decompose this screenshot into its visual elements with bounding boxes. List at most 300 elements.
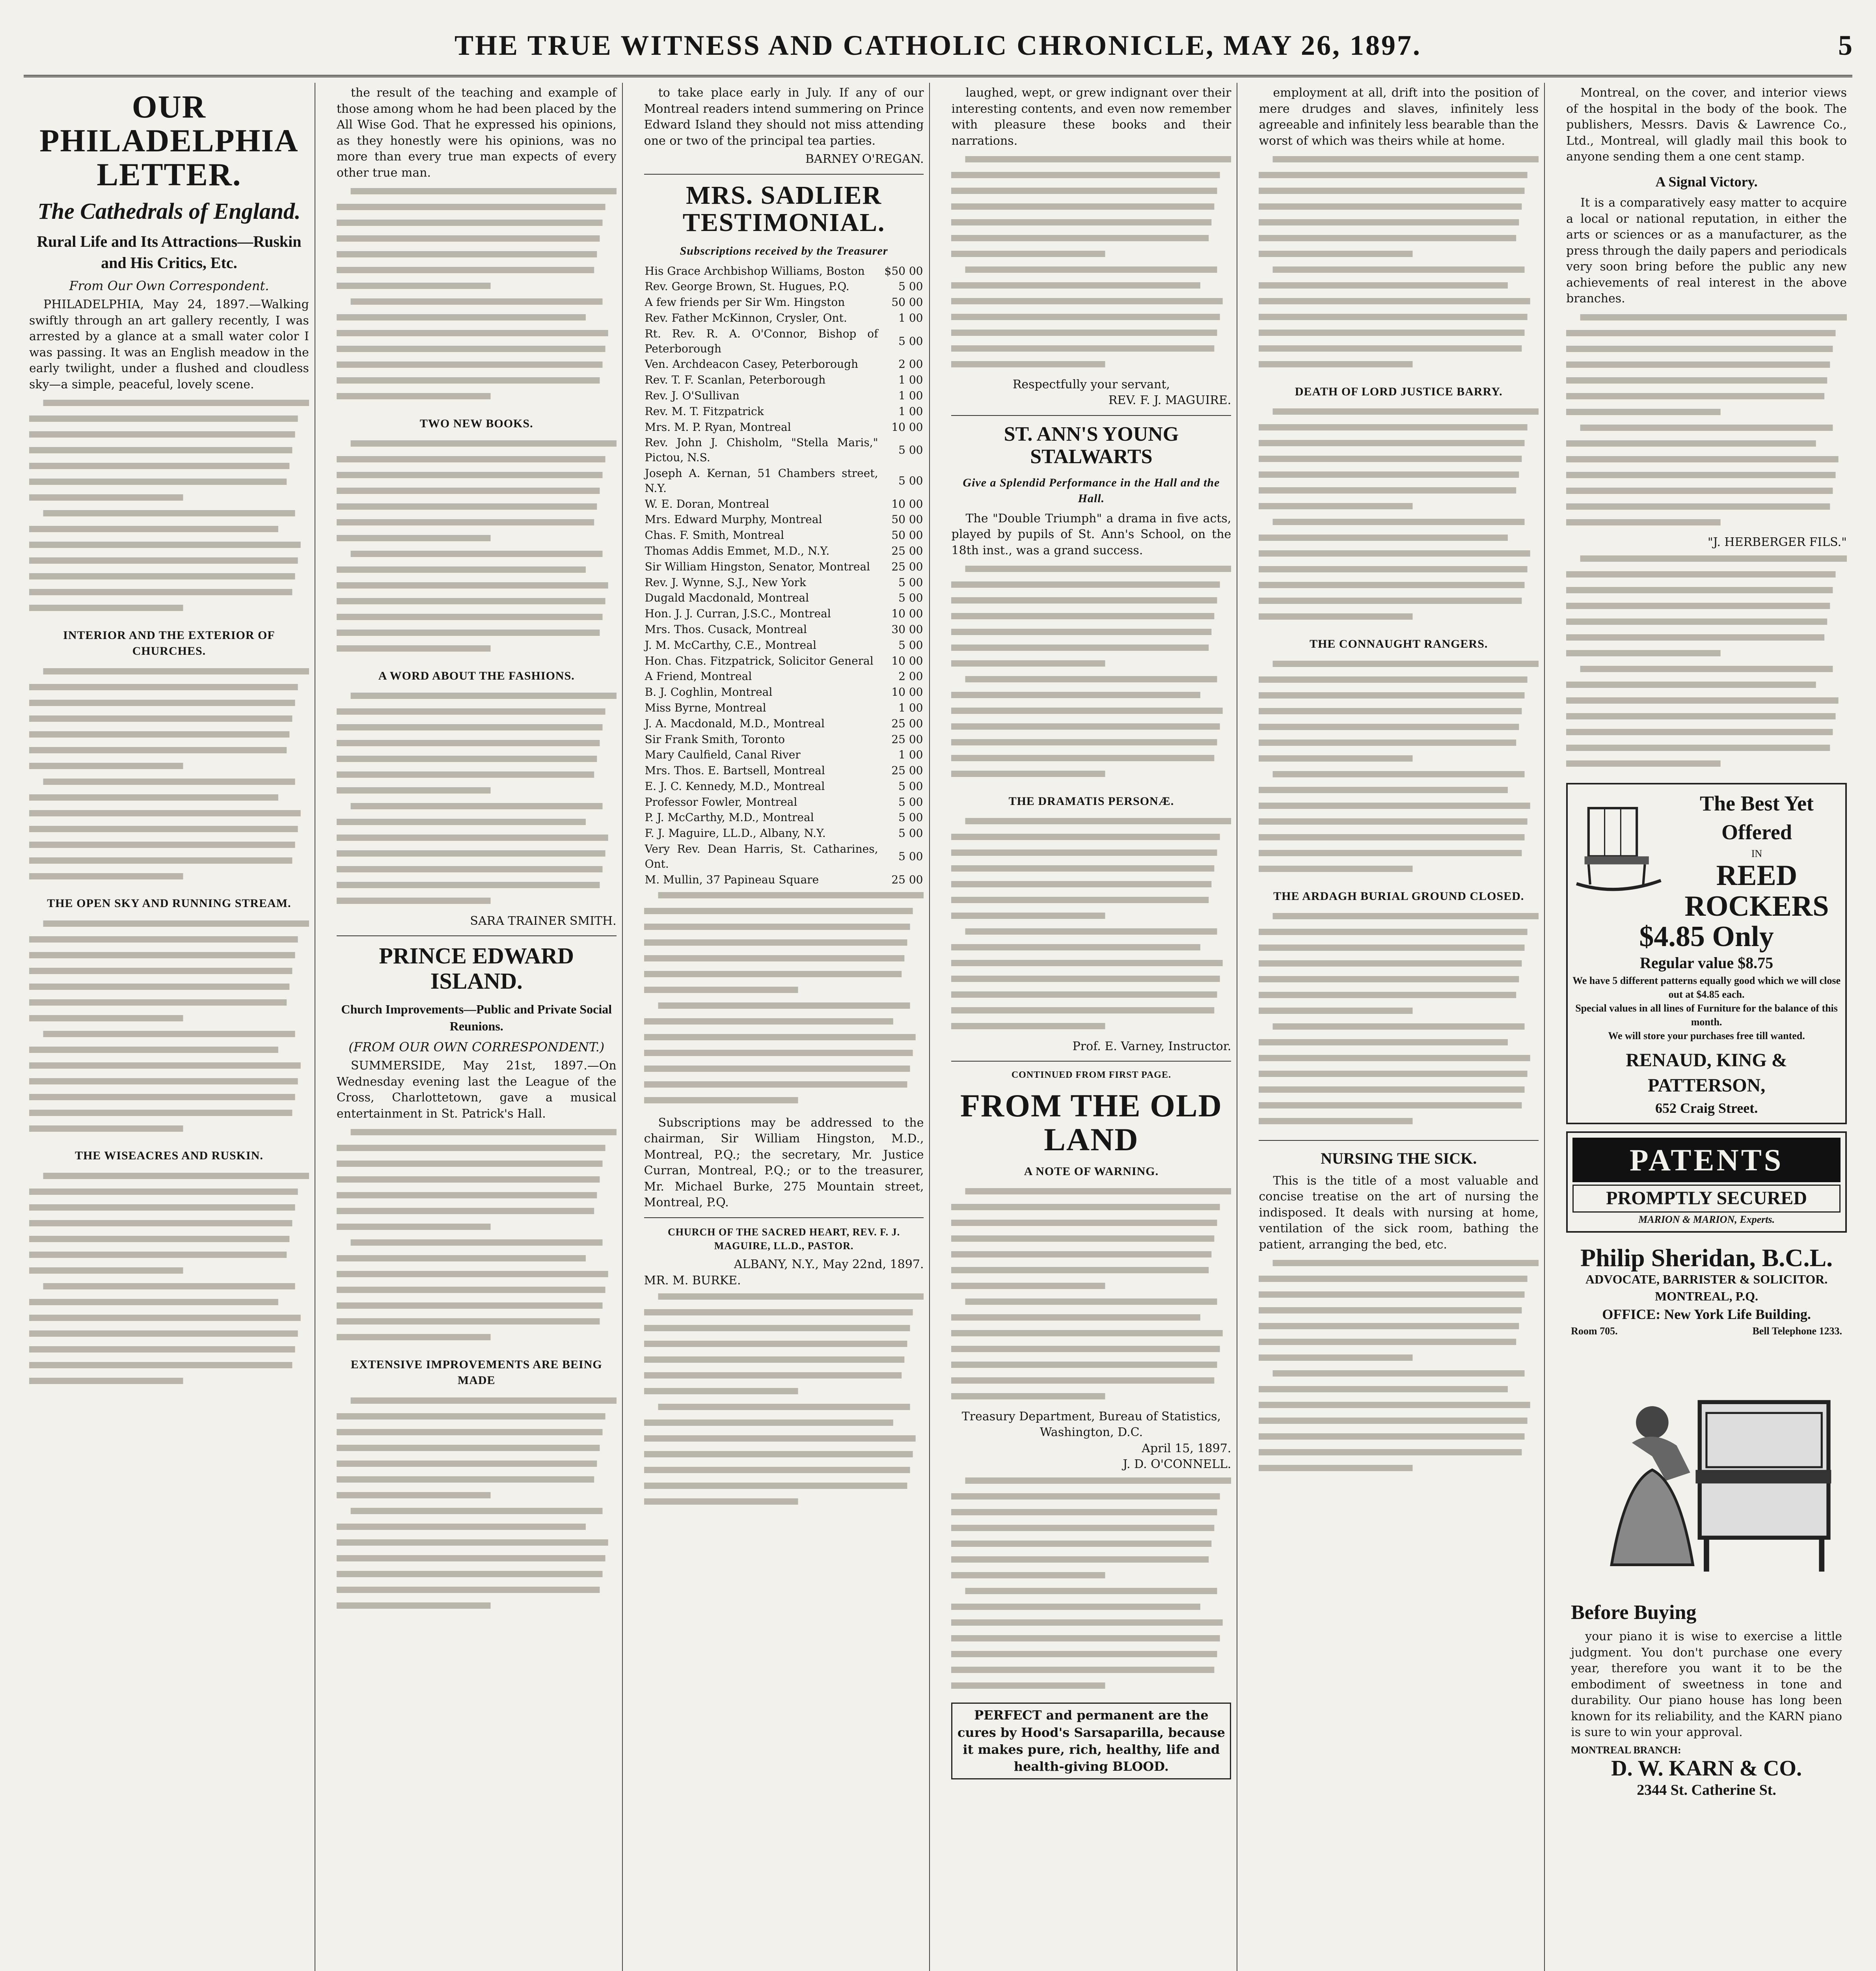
signal-victory-text bbox=[1566, 309, 1847, 535]
text-line bbox=[337, 267, 594, 273]
text-line bbox=[29, 1299, 278, 1305]
subscriber-name: Very Rev. Dean Harris, St. Catharines, Ont. bbox=[645, 842, 878, 870]
improvements-body-text bbox=[337, 1393, 617, 1618]
text-line bbox=[951, 235, 1209, 241]
text-line bbox=[951, 1525, 1214, 1531]
subscription-amount: 25 00 bbox=[891, 732, 923, 746]
text-line bbox=[1259, 456, 1522, 462]
column-2 bbox=[331, 83, 623, 1971]
text-line bbox=[337, 220, 603, 226]
text-line bbox=[337, 503, 597, 510]
text-line bbox=[644, 1097, 798, 1103]
subscriber-name: Ven. Archdeacon Casey, Peterborough bbox=[645, 358, 859, 371]
sheridan-office: OFFICE: New York Life Building. bbox=[1602, 1306, 1811, 1323]
column-6 bbox=[1561, 83, 1852, 1971]
text-line bbox=[1259, 850, 1522, 856]
text-line bbox=[951, 629, 1211, 635]
text-line-placeholder bbox=[1259, 908, 1539, 1129]
text-line bbox=[337, 630, 600, 636]
text-line bbox=[29, 1078, 298, 1084]
text-line bbox=[29, 1236, 289, 1242]
text-line bbox=[29, 447, 292, 453]
text-line bbox=[965, 676, 1217, 682]
text-line bbox=[350, 1129, 616, 1135]
reed-rockers: REED ROCKERS bbox=[1684, 859, 1829, 922]
subscription-row bbox=[644, 372, 924, 388]
text-line bbox=[337, 1302, 603, 1309]
text-line bbox=[1566, 377, 1827, 384]
text-line bbox=[337, 519, 594, 525]
text-line bbox=[1259, 724, 1519, 730]
text-line bbox=[644, 1467, 910, 1473]
text-line bbox=[350, 1239, 602, 1246]
text-line bbox=[951, 1556, 1209, 1563]
subscriber-name: Rev. J. Wynne, S.J., New York bbox=[645, 576, 806, 589]
subscriber-name: Joseph A. Kernan, 51 Chambers street, N.Y. bbox=[645, 466, 878, 495]
signoff-respectfully: Respectfully your servant, bbox=[1012, 377, 1170, 391]
subscription-amount: 10 00 bbox=[891, 686, 923, 699]
section-wiseacres: THE WISEACRES AND RUSKIN. bbox=[75, 1149, 263, 1162]
subscriber-name: Sir William Hingston, Senator, Montreal bbox=[645, 560, 870, 573]
subscription-row bbox=[644, 637, 924, 653]
store-purchases: We will store your purchases free till wanted. bbox=[1608, 1030, 1805, 1042]
text-line bbox=[337, 756, 597, 762]
text-line bbox=[337, 771, 594, 778]
text-line bbox=[29, 431, 295, 438]
text-line bbox=[337, 787, 491, 794]
text-line bbox=[951, 203, 1214, 210]
text-line bbox=[951, 1509, 1217, 1515]
karn-address: 2344 St. Catherine St. bbox=[1637, 1781, 1776, 1798]
text-line bbox=[337, 708, 605, 715]
subscription-amount: 5 00 bbox=[898, 474, 923, 487]
text-line bbox=[1259, 1418, 1528, 1424]
text-line bbox=[1259, 550, 1530, 557]
nursing-body: This is the title of a most valuable and concise treatise on the art of nursing the indisposed. It deals with nursing at home, ventilation of the sick room, bathing the patient, arranging the bed, etc. bbox=[1259, 1174, 1539, 1252]
text-line bbox=[1259, 330, 1525, 336]
text-line bbox=[29, 968, 292, 974]
text-line bbox=[644, 1309, 913, 1315]
text-line bbox=[951, 282, 1200, 289]
divider bbox=[951, 415, 1231, 416]
text-line bbox=[965, 266, 1217, 273]
text-line bbox=[951, 188, 1217, 194]
church-place-date: ALBANY, N.Y., May 22nd, 1897. bbox=[734, 1257, 924, 1272]
section-ardagh: THE ARDAGH BURIAL GROUND CLOSED. bbox=[1273, 889, 1524, 903]
text-line bbox=[951, 1283, 1105, 1289]
text-line bbox=[337, 566, 586, 573]
text-line bbox=[951, 597, 1217, 604]
text-line bbox=[644, 1356, 904, 1363]
text-line bbox=[29, 1189, 298, 1195]
text-line-placeholder bbox=[1566, 309, 1847, 530]
text-line bbox=[29, 999, 287, 1006]
subscription-row bbox=[644, 466, 924, 496]
text-line bbox=[644, 1018, 893, 1025]
text-line bbox=[1259, 1354, 1413, 1361]
text-line bbox=[951, 771, 1105, 777]
column-4-body-text bbox=[951, 151, 1231, 377]
subscription-amount: 5 00 bbox=[898, 779, 923, 793]
section-open-sky: THE OPEN SKY AND RUNNING STREAM. bbox=[47, 897, 291, 910]
column-4-lede: laughed, wept, or grew indignant over their interesting contents, and even now remember with pleasure these books and their narrations. bbox=[951, 86, 1231, 148]
text-line-placeholder bbox=[337, 1393, 617, 1613]
text-line bbox=[1580, 555, 1847, 562]
text-line bbox=[1273, 519, 1525, 525]
text-line bbox=[337, 1287, 605, 1293]
renaud-address: 652 Craig Street. bbox=[1655, 1100, 1758, 1116]
text-line bbox=[29, 684, 298, 690]
text-line-placeholder bbox=[337, 183, 617, 404]
text-line bbox=[951, 1651, 1217, 1657]
subscription-row bbox=[644, 825, 924, 841]
pei-body-text bbox=[337, 1124, 617, 1350]
old-land-body-text bbox=[951, 1183, 1231, 1409]
text-line bbox=[337, 1413, 605, 1420]
text-line bbox=[951, 660, 1105, 667]
text-line bbox=[1566, 330, 1836, 336]
subscriber-name: Mrs. Edward Murphy, Montreal bbox=[645, 513, 822, 526]
text-line bbox=[644, 939, 907, 946]
text-line bbox=[951, 1635, 1220, 1641]
subscription-row bbox=[644, 653, 924, 669]
subscriptions-deck: Subscriptions received by the Treasurer bbox=[680, 244, 888, 258]
hoods-sarsaparilla-ad: PERFECT and permanent are the cures by Hood's Sarsaparilla, because it makes pure, rich, healthy, life and health-giving BLOOD. bbox=[951, 1703, 1231, 1779]
text-line bbox=[1273, 1370, 1525, 1377]
text-line bbox=[29, 1346, 295, 1353]
subscriber-name: Mary Caulfield, Canal River bbox=[645, 748, 801, 762]
column-5-body-text bbox=[1259, 151, 1539, 377]
text-line bbox=[658, 1293, 924, 1300]
section-dramatis-personae: THE DRAMATIS PERSONÆ. bbox=[1008, 794, 1174, 808]
page-number: 5 bbox=[1838, 29, 1852, 61]
subscriber-name: F. J. Maguire, LL.D., Albany, N.Y. bbox=[645, 827, 826, 840]
text-line bbox=[1566, 488, 1833, 494]
subscriptions-closing: Subscriptions may be addressed to the chairman, Sir William Hingston, M.D., Montreal, P.Q.; the secretary, Mr. Justice Curran, Montreal, P.Q.; or to the treasurer, Mr. Michael Burke, 275 Mountain street, Montreal, P.Q. bbox=[644, 1116, 924, 1210]
text-line bbox=[337, 314, 586, 320]
text-line bbox=[951, 944, 1200, 950]
text-line bbox=[337, 1461, 597, 1467]
text-line bbox=[951, 865, 1214, 872]
text-line-placeholder bbox=[951, 1473, 1231, 1693]
text-line bbox=[644, 971, 902, 977]
text-line bbox=[1580, 666, 1833, 672]
columns bbox=[24, 83, 1852, 1971]
text-line bbox=[337, 535, 491, 541]
text-line bbox=[1566, 409, 1721, 415]
text-line bbox=[965, 156, 1231, 162]
philadelphia-body-text bbox=[29, 395, 309, 620]
text-line bbox=[1566, 713, 1836, 719]
text-line-placeholder bbox=[337, 1124, 617, 1345]
subscription-amount: 25 00 bbox=[891, 560, 923, 573]
text-line bbox=[951, 1377, 1214, 1384]
signal-victory-title: A Signal Victory. bbox=[1655, 173, 1758, 190]
text-line bbox=[644, 1451, 913, 1457]
subscriber-name: A few friends per Sir Wm. Hingston bbox=[645, 296, 845, 309]
section-two-new-books: TWO NEW BOOKS. bbox=[419, 417, 533, 430]
subscription-row bbox=[644, 794, 924, 810]
masthead bbox=[24, 16, 1852, 77]
text-line bbox=[29, 1125, 183, 1132]
patents-heading: PATENTS bbox=[1572, 1138, 1841, 1182]
barney-oregan-signoff: BARNEY O'REGAN. bbox=[805, 152, 924, 166]
text-line bbox=[29, 1015, 183, 1021]
text-line bbox=[29, 1252, 287, 1258]
patents-ad bbox=[1566, 1131, 1847, 1233]
column-2-body-text bbox=[337, 183, 617, 409]
subscription-amount: 25 00 bbox=[891, 764, 923, 777]
subscriber-name: B. J. Coghlin, Montreal bbox=[645, 686, 773, 699]
text-line bbox=[337, 377, 600, 384]
text-line bbox=[29, 1110, 292, 1116]
text-line bbox=[350, 188, 616, 194]
text-line bbox=[1273, 1023, 1525, 1030]
text-line bbox=[337, 283, 491, 289]
text-line bbox=[1259, 471, 1519, 478]
text-line bbox=[951, 897, 1209, 903]
text-line bbox=[337, 346, 605, 352]
subscription-row bbox=[644, 716, 924, 732]
text-line bbox=[951, 708, 1223, 714]
sadlier-testimonial-title: MRS. SADLIER TESTIMONIAL. bbox=[682, 181, 885, 237]
text-line bbox=[1566, 587, 1833, 593]
text-line bbox=[337, 1555, 605, 1561]
text-line bbox=[350, 693, 616, 699]
column-2-lede: the result of the teaching and example of those among whom he had been placed by the All Wise God. That he expressed his opinions, as they honestly were his opinions, was no more than every true man expects of every other true man. bbox=[336, 86, 617, 180]
sheridan-room: Room 705. bbox=[1571, 1325, 1618, 1337]
text-line-placeholder bbox=[29, 1168, 309, 1389]
text-line bbox=[1259, 1465, 1413, 1471]
text-line bbox=[1259, 740, 1516, 746]
subscription-amount: 1 00 bbox=[898, 389, 923, 402]
subscription-row bbox=[644, 810, 924, 825]
subscription-row bbox=[644, 700, 924, 716]
open-sky-body-text bbox=[29, 916, 309, 1141]
text-line-placeholder bbox=[1259, 151, 1539, 372]
column-3 bbox=[639, 83, 930, 1971]
subscription-amount: 1 00 bbox=[898, 701, 923, 714]
subscriptions-remaining-text bbox=[644, 887, 924, 1113]
text-line bbox=[337, 582, 608, 589]
text-line bbox=[1259, 487, 1516, 494]
subscriber-name: Rev. Father McKinnon, Crysler, Ont. bbox=[645, 311, 847, 324]
subscriber-name: Rt. Rev. R. A. O'Connor, Bishop of Peterborough bbox=[645, 327, 878, 355]
column-6-lede: Montreal, on the cover, and interior views of the hospital in the body of the book. The publishers, Messrs. Davis & Lawrence Co., Ltd., Montreal, will gladly mail this book to anyone sending them a one cent stamp. bbox=[1566, 86, 1847, 164]
text-line bbox=[337, 1571, 603, 1577]
signoff-maguire: REV. F. J. MAGUIRE. bbox=[1108, 393, 1231, 407]
st-anns-title: ST. ANN'S YOUNG STALWARTS bbox=[1004, 423, 1179, 468]
text-line bbox=[337, 456, 605, 462]
text-line bbox=[337, 1318, 600, 1325]
text-line bbox=[951, 581, 1220, 588]
text-line bbox=[350, 1508, 602, 1514]
text-line bbox=[29, 605, 183, 611]
text-line bbox=[1273, 661, 1539, 667]
subscription-row bbox=[644, 841, 924, 872]
text-line bbox=[29, 1094, 295, 1100]
text-line bbox=[1259, 172, 1528, 178]
subscription-row bbox=[644, 747, 924, 763]
text-line bbox=[1259, 566, 1528, 572]
subscription-amount: 5 00 bbox=[898, 850, 923, 863]
text-line bbox=[1259, 345, 1522, 352]
subscriber-name: Professor Fowler, Montreal bbox=[645, 795, 797, 809]
text-line bbox=[1566, 729, 1833, 735]
subscription-row bbox=[644, 763, 924, 779]
subscription-amount: 1 00 bbox=[898, 404, 923, 418]
text-line bbox=[1259, 866, 1413, 872]
text-line bbox=[1259, 755, 1413, 762]
text-line bbox=[337, 1587, 600, 1593]
personae-text bbox=[951, 813, 1231, 1039]
text-line bbox=[1259, 582, 1525, 588]
text-line bbox=[1566, 393, 1824, 399]
section-interior: INTERIOR AND THE EXTERIOR OF CHURCHES. bbox=[63, 628, 275, 658]
subscription-amount: 5 00 bbox=[898, 334, 923, 348]
text-line-placeholder bbox=[1259, 404, 1539, 624]
text-line bbox=[951, 1541, 1211, 1547]
subscription-row bbox=[644, 527, 924, 543]
special-values: Special values in all lines of Furniture for the balance of this month. bbox=[1575, 1002, 1838, 1028]
text-line bbox=[951, 251, 1105, 257]
text-line bbox=[951, 1023, 1105, 1029]
subscription-row bbox=[644, 872, 924, 888]
text-line-placeholder bbox=[951, 561, 1231, 782]
text-line-placeholder bbox=[1259, 656, 1539, 877]
text-line bbox=[43, 1031, 295, 1037]
text-line bbox=[1580, 425, 1833, 431]
text-line bbox=[29, 1220, 292, 1226]
subscription-amount: 50 00 bbox=[891, 513, 923, 526]
text-line bbox=[1259, 945, 1525, 951]
text-line bbox=[644, 1420, 893, 1426]
text-line bbox=[29, 1062, 301, 1069]
books-body-text bbox=[337, 436, 617, 661]
sheridan-city: MONTREAL, P.Q. bbox=[1655, 1289, 1759, 1304]
text-line-placeholder bbox=[951, 1183, 1231, 1404]
text-line bbox=[965, 818, 1231, 824]
text-line bbox=[337, 898, 491, 904]
subscriber-name: Miss Byrne, Montreal bbox=[645, 701, 766, 714]
subscription-amount: 10 00 bbox=[891, 420, 923, 434]
st-anns-body-text bbox=[951, 561, 1231, 786]
text-line bbox=[951, 692, 1200, 698]
text-line bbox=[29, 1378, 183, 1384]
ad-in-label: IN bbox=[1751, 848, 1762, 859]
subscription-amount: $50 00 bbox=[884, 264, 923, 278]
maguire-letter-text bbox=[644, 1289, 924, 1514]
text-line bbox=[644, 1435, 916, 1442]
sheridan-contact bbox=[1571, 1324, 1842, 1338]
text-line bbox=[1273, 1260, 1539, 1266]
text-line bbox=[29, 747, 287, 753]
text-line bbox=[337, 598, 605, 604]
text-line bbox=[1259, 929, 1528, 935]
text-line bbox=[1259, 1102, 1522, 1108]
karn-piano-ad bbox=[1566, 1350, 1847, 1805]
woman-at-piano-illustration bbox=[1571, 1354, 1842, 1599]
text-line bbox=[1259, 1039, 1508, 1045]
subscription-row bbox=[644, 590, 924, 606]
cathedrals-subtitle: The Cathedrals of England. bbox=[37, 198, 301, 224]
subscription-amount: 5 00 bbox=[898, 576, 923, 589]
subscription-row bbox=[644, 496, 924, 512]
text-line bbox=[951, 1572, 1105, 1578]
text-line bbox=[1259, 314, 1528, 320]
text-line bbox=[951, 739, 1217, 745]
subscriber-name: Rev. George Brown, St. Hugues, P.Q. bbox=[645, 280, 850, 293]
text-line bbox=[1259, 188, 1525, 194]
subscription-row bbox=[644, 404, 924, 419]
text-line bbox=[951, 1682, 1105, 1689]
text-line bbox=[337, 1176, 600, 1183]
text-line bbox=[29, 1362, 292, 1368]
text-line bbox=[337, 1539, 608, 1546]
text-line bbox=[951, 645, 1209, 651]
text-line bbox=[29, 810, 301, 816]
text-line bbox=[29, 715, 292, 722]
divider bbox=[337, 935, 617, 936]
interior-body-text bbox=[29, 663, 309, 889]
subscriber-name: Dugald Macdonald, Montreal bbox=[645, 591, 809, 605]
subscriber-name: E. J. C. Kennedy, M.D., Montreal bbox=[645, 779, 825, 793]
subscriber-name: W. E. Doran, Montreal bbox=[645, 497, 769, 510]
text-line bbox=[1273, 913, 1539, 919]
subscription-amount: 5 00 bbox=[898, 827, 923, 840]
text-line bbox=[644, 1034, 916, 1040]
text-line bbox=[337, 488, 600, 494]
text-line bbox=[951, 1619, 1223, 1626]
text-line bbox=[1259, 1008, 1413, 1014]
text-line-placeholder bbox=[644, 1289, 924, 1509]
subscriber-name: J. M. McCarthy, C.E., Montreal bbox=[645, 638, 816, 652]
text-line bbox=[644, 1483, 907, 1489]
text-line bbox=[951, 330, 1217, 336]
text-line bbox=[951, 1220, 1217, 1226]
text-line bbox=[1259, 692, 1525, 699]
letter-to: Treasury Department, Bureau of Statistics, Washington, D.C. bbox=[961, 1409, 1221, 1440]
text-line bbox=[337, 1271, 608, 1277]
section-lord-justice-barry: DEATH OF LORD JUSTICE BARRY. bbox=[1295, 385, 1503, 398]
text-line bbox=[951, 1493, 1220, 1500]
text-line bbox=[1273, 156, 1539, 162]
subscription-row bbox=[644, 622, 924, 637]
subscription-row bbox=[644, 263, 924, 279]
church-line: CHURCH OF THE SACRED HEART, REV. F. J. MAGUIRE, LL.D., PASTOR. bbox=[667, 1226, 900, 1252]
renaud-king-patterson: RENAUD, KING & PATTERSON, bbox=[1626, 1049, 1787, 1096]
text-line bbox=[951, 1007, 1214, 1013]
sheridan-name: Philip Sheridan, B.C.L. bbox=[1580, 1243, 1833, 1272]
marion-experts: MARION & MARION, Experts. bbox=[1638, 1213, 1775, 1225]
text-line bbox=[1566, 519, 1721, 525]
text-line bbox=[951, 755, 1214, 761]
philadelphia-deck: Rural Life and Its Attractions—Ruskin and His Critics, Etc. bbox=[37, 233, 302, 272]
salutation: MR. M. BURKE. bbox=[644, 1273, 741, 1287]
text-line bbox=[1273, 408, 1539, 415]
text-line bbox=[43, 779, 295, 785]
sara-trainer-smith-signoff: SARA TRAINER SMITH. bbox=[470, 914, 617, 928]
text-line bbox=[951, 172, 1220, 178]
divider bbox=[1259, 1140, 1539, 1141]
subscription-amount: 50 00 bbox=[891, 296, 923, 309]
wiseacres-body-text bbox=[29, 1168, 309, 1393]
text-line bbox=[29, 842, 295, 848]
text-line bbox=[644, 1066, 910, 1072]
text-line bbox=[337, 1445, 600, 1451]
subscription-amount: 5 00 bbox=[898, 638, 923, 652]
text-line bbox=[951, 850, 1217, 856]
